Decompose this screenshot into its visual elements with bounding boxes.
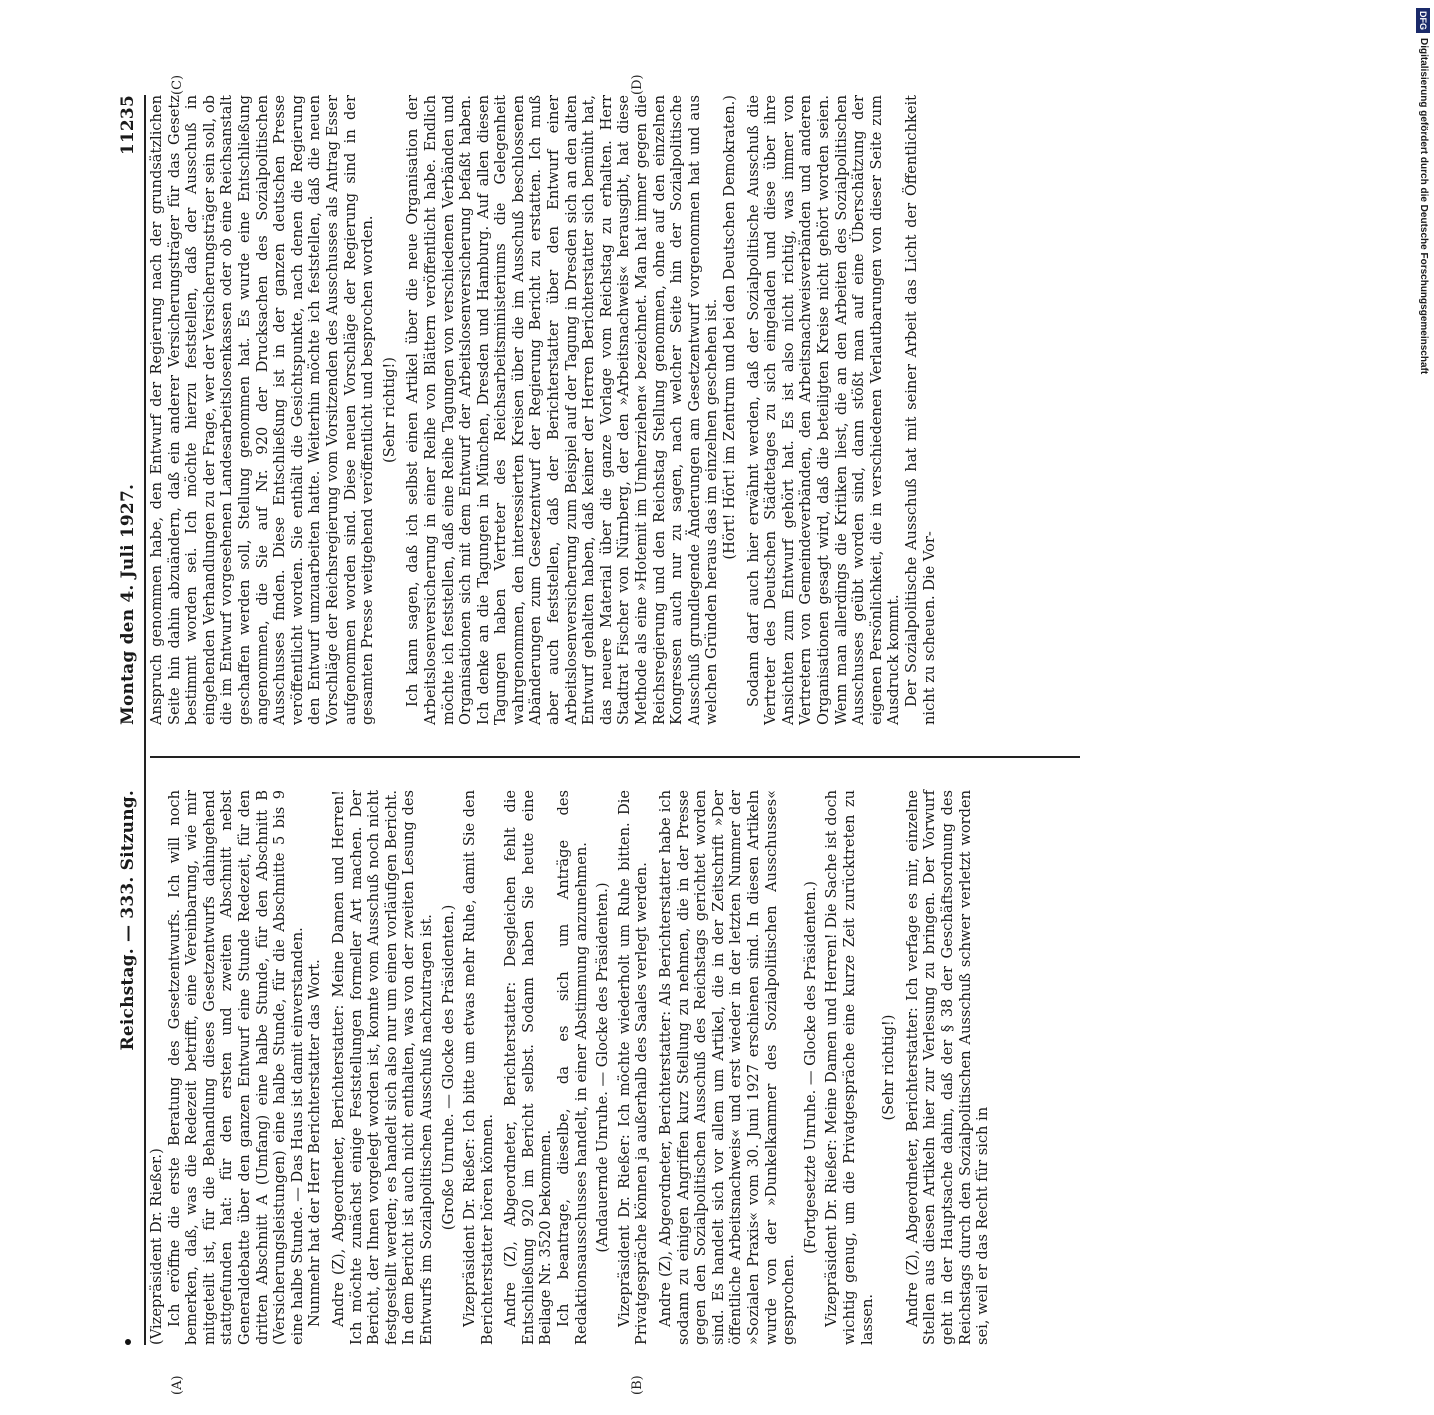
document-page [110,70,1095,1415]
margin-mark-a: (A) [170,1375,185,1395]
paragraph: Ich eröffne die erste Beratung des Gesetzentwurfs. Ich will noch bemerken, daß, was die Redezeit betrifft, eine Vereinbarung, wie mir mitgeteilt ist, für die Behandlung dieses Gesetzentwurfs dahingehend stattgefunden hat: für den ersten und zweiten Abschnitt nebst Generaldebatte über den ganzen Entwurf eine Stunde Redezeit, für den dritten Abschnitt A (Umfang) eine halbe Stunde, für den Abschnitt B (Versicherungsleistungen) eine halbe Stunde, für die Abschnitte 5 bis 9 eine halbe Stunde. — Das Haus ist damit einverstanden. [165,790,306,1345]
margin-mark-d: (D) [630,74,645,95]
header-right-title: Montag den 4. Juli 1927. [118,483,138,725]
paragraph: Der Sozialpolitische Ausschuß hat mit seiner Arbeit das Licht der Öffentlichkeit nicht zu scheuen. Die Vor- [902,95,938,725]
paragraph: (Hört! Hört! im Zentrum und bei den Deutschen Demokraten.) [721,95,738,560]
paragraph: Andre (Z), Abgeordneter, Berichterstatter: Desgleichen fehlt die Entschließung 920 im Bericht selbst. Sodann haben Sie heute eine Beilage Nr. 3520 bekommen. [502,790,555,1345]
paragraph: (Fortgesetzte Unruhe. — Glocke des Präsidenten.) [801,881,819,1254]
paragraph: (Sehr richtig!) [380,357,398,463]
paragraph: Andre (Z), Abgeordneter, Berichterstatter: Als Berichterstatter habe ich sodann zu einigen Angriffen kurz Stellung zu nehmen, die in der Presse gegen den Sozialpolitischen Ausschuß des Reichstags gerichtet worden sind. Es handelt sich vor allem um Artikel, die in der Zeitschrift »Der öffentliche Arbeitsnachweis« und erst wieder in der letzten Nummer der »Sozialen Praxis« vom 30. Juni 1927 erschienen sind. In diesen Artikeln wurde von der »Dunkelkammer des Sozialpolitischen Ausschusses« gesprochen. [657,790,798,1345]
paragraph: Vizepräsident Dr. Rießer: Meine Damen und Herren! Die Sache ist doch wichtig genug, um die Privatgespräche eine kurze Zeit zurücktreten zu lassen. [823,790,876,1345]
paragraph: (Andauernde Unruhe. — Glocke des Präsidenten.) [594,882,612,1253]
paragraph: Ich beantrage, dieselbe, da es sich um Anträge des Redaktionsausschusses handelt, in einer Abstimmung anzunehmen. [555,790,590,1345]
paragraph: Andre (Z), Abgeordneter, Berichterstatter: Ich verfage es mir, einzelne Stellen aus diesen Artikeln hier zur Verlesung zu bringen. Der Vorwurf geht in der Hauptsache dahin, daß der § 38 der Geschäftsordnung des Reichstags durch den Sozialpolitischen Ausschuß schwer verletzt worden sei, weil er das Recht für sich in [903,790,992,1345]
column-divider [150,757,1080,759]
page-number: 11235 [118,95,138,156]
digitization-credit [1412,8,1434,608]
header-left-title: Reichstag. — 333. Sitzung. [118,790,138,1051]
paragraph: Nunmehr hat der Herr Berichterstatter das Wort. [306,959,324,1327]
page-header-right [114,95,142,725]
paragraph: (Große Unruhe. — Glocke des Präsidenten.) [439,904,457,1231]
margin-mark-c: (C) [170,74,185,95]
paragraph: Andre (Z), Abgeordneter, Berichterstatter: Meine Damen und Herren! Ich möchte zunächst einige Feststellungen formeller Art machen. Der Bericht, der Ihnen vorgelegt worden ist, konnte vom Ausschuß noch nicht festgestellt werden; es handelt sich also nur um einen vorläufigen Bericht. In dem Bericht ist auch nicht enthalten, was von der zweiten Lesung des Entwurfs im Sozialpolitischen Ausschuß nachzutragen ist. [329,790,435,1345]
bullet-icon [125,1339,131,1345]
dfg-logo-icon: DFG [1416,8,1430,33]
left-column [148,790,1083,1345]
margin-mark-b: (B) [630,1375,645,1395]
header-rule [144,95,146,1345]
paragraph: Vizepräsident Dr. Rießer: Ich möchte wiederholt um Ruhe bitten. Die Privatgespräche können ja außerhalb des Saales verlegt werden. [615,790,651,1345]
paragraph: Sodann darf auch hier erwähnt werden, daß der Sozialpolitische Ausschuß die Vertreter des Deutschen Städtetages zu sich eingeladen und diese über ihre Ansichten zum Entwurf gehört hat. Es ist also nicht richtig, was immer von Vertretern von Gemeindeverbänden, den Arbeitsnachweisverbänden und anderen Organisationen gesagt wird, daß die beteiligten Kreise nicht gehört worden seien. Wenn man allerdings die Kritiken liest, die an den Arbeiten des Sozialpolitischen Ausschusses geübt worden sind, dann stößt man auf eine Überschätzung der eigenen Persönlichkeit, die in verschiedenen Verlautbarungen von dieser Seite zum Ausdruck kommt. [744,95,903,725]
paragraph: Vizepräsident Dr. Rießer: Ich bitte um etwas mehr Ruhe, damit Sie den Berichterstatter hören können. [461,790,496,1345]
paragraph: (Vizepräsident Dr. Rießer.) [148,1148,165,1345]
paragraph: Anspruch genommen habe, den Entwurf der Regierung nach der grundsätzlichen Seite hin dahin abzuändern, daß ein anderer Versicherungsträger für das Gesetz bestimmt worden sei. Ich möchte hierzu feststellen, daß der Ausschuß in eingehenden Verhandlungen zu der Frage, wer der Versicherungsträger sein soll, ob die im Entwurf vorgesehenen Landesarbeitslosenkassen oder ob eine Reichsanstalt geschaffen werden soll, Stellung genommen hat. Es wurde eine Entschließung angenommen, die Sie auf Nr. 920 der Drucksachen des Sozialpolitischen Ausschusses finden. Diese Entschließung ist in der ganzen deutschen Presse veröffentlicht worden. Sie enthält die Gesichtspunkte, nach denen die Regierung den Entwurf umzuarbeiten hatte. Weiterhin möchte ich feststellen, daß die neuen Vorschläge der Reichsregierung vom Vorsitzenden des Ausschusses als Antrag Esser aufgenommen worden sind. Diese neuen Vorschläge der Regierung sind in der gesamten Presse weitgehend veröffentlicht und besprochen worden. [148,95,377,725]
paragraph: (Sehr richtig!) [880,1014,898,1121]
page-header-left [114,790,142,1345]
credit-text: Digitalisierung gefördert durch die Deutsche Forschungsgemeinschaft [1418,38,1429,375]
right-column [148,95,1083,725]
paragraph: Ich kann sagen, daß ich selbst einen Artikel über die neue Organisation der Arbeitslosenversicherung in einer Reihe von Blättern veröffentlicht habe. Endlich möchte ich feststellen, daß eine Reihe Tagungen von verschiedenen Verbänden und Organisationen sich mit dem Entwurf der Arbeitslosenversicherung befaßt haben. Ich denke an die Tagungen in München, Dresden und Hamburg. Auf allen diesen Tagungen haben Vertreter des Reichsarbeitsministeriums die Gelegenheit wahrgenommen, den interessierten Kreisen über die im Ausschuß beschlossenen Abänderungen zum Gesetzentwurf der Regierung Bericht zu erstatten. Ich muß aber auch feststellen, daß der Berichterstatter über den Entwurf einer Arbeitslosenversicherung zum Beispiel auf der Tagung in Dresden sich an den alten Entwurf gehalten haben, daß keiner der Herren Berichterstatter sich bemüht hat, das neuere Material über die ganze Vorlage vom Reichstag zu erhalten. Herr Stadtrat Fischer von Nürnberg, der den »Arbeitsnachweis« herausgibt, hat diese Methode als eine »Hotemit im Umherziehen« bezeichnet. Man hat immer gegen die Reichsregierung und den Reichstag Stellung genommen, ohne auf den einzelnen Kongressen auch nur zu sagen, nach welcher Seite hin der Sozialpolitische Ausschuß grundlegende Änderungen am Gesetzentwurf vorgenommen hat und aus welchen Gründen heraus das im einzelnen geschehen ist. [404,95,721,725]
